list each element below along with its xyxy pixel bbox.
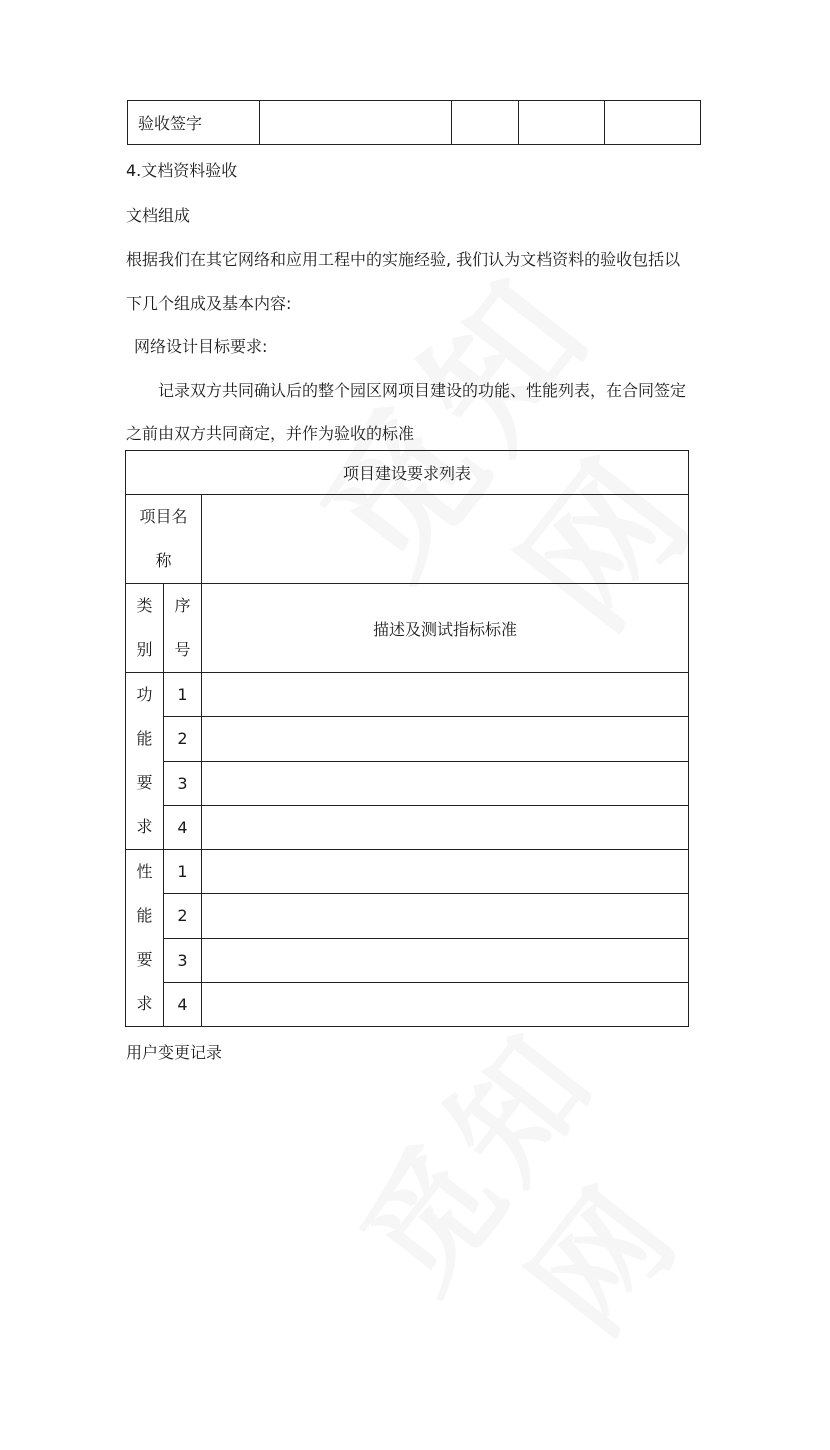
paragraph-line: 之前由双方共同商定，并作为验收的标准 <box>126 424 415 443</box>
requirements-table <box>125 450 689 1027</box>
seq-number: 2 <box>164 717 202 761</box>
table-title: 项目建设要求列表 <box>126 451 689 495</box>
desc-cell <box>202 717 689 761</box>
project-name-label: 项目名 称 <box>126 495 202 584</box>
seq-number: 2 <box>164 894 202 938</box>
seq-number: 4 <box>164 805 202 849</box>
item-title: 网络设计目标要求: <box>134 337 268 356</box>
desc-cell <box>202 805 689 849</box>
signoff-cell <box>260 101 452 145</box>
signoff-cell <box>605 101 701 145</box>
signoff-cell <box>519 101 605 145</box>
col-desc-header: 描述及测试指标标准 <box>202 584 689 673</box>
desc-cell <box>202 850 689 894</box>
desc-cell <box>202 938 689 982</box>
paragraph-line: 根据我们在其它网络和应用工程中的实施经验, 我们认为文档资料的验收包括以 <box>126 250 681 269</box>
desc-cell <box>202 894 689 938</box>
paragraph-line: 下几个组成及基本内容: <box>126 294 292 313</box>
seq-number: 4 <box>164 982 202 1026</box>
paragraph-line: 记录双方共同确认后的整个园区网项目建设的功能、性能列表，在合同签定 <box>158 381 687 400</box>
signoff-cell <box>452 101 519 145</box>
category-performance: 性 能 要 求 <box>126 850 164 1027</box>
seq-number: 3 <box>164 761 202 805</box>
section-heading: 4.文档资料验收 <box>126 161 238 180</box>
project-name-value <box>202 495 689 584</box>
col-category-header: 类 别 <box>126 584 164 673</box>
seq-number: 3 <box>164 938 202 982</box>
signoff-table <box>127 100 701 145</box>
footer-heading: 用户变更记录 <box>126 1043 223 1062</box>
signoff-label: 验收签字 <box>128 101 260 145</box>
desc-cell <box>202 673 689 717</box>
seq-number: 1 <box>164 850 202 894</box>
category-functional: 功 能 要 求 <box>126 673 164 850</box>
desc-cell <box>202 761 689 805</box>
subheading: 文档组成 <box>126 206 191 225</box>
desc-cell <box>202 982 689 1026</box>
col-seq-header: 序 号 <box>164 584 202 673</box>
seq-number: 1 <box>164 673 202 717</box>
